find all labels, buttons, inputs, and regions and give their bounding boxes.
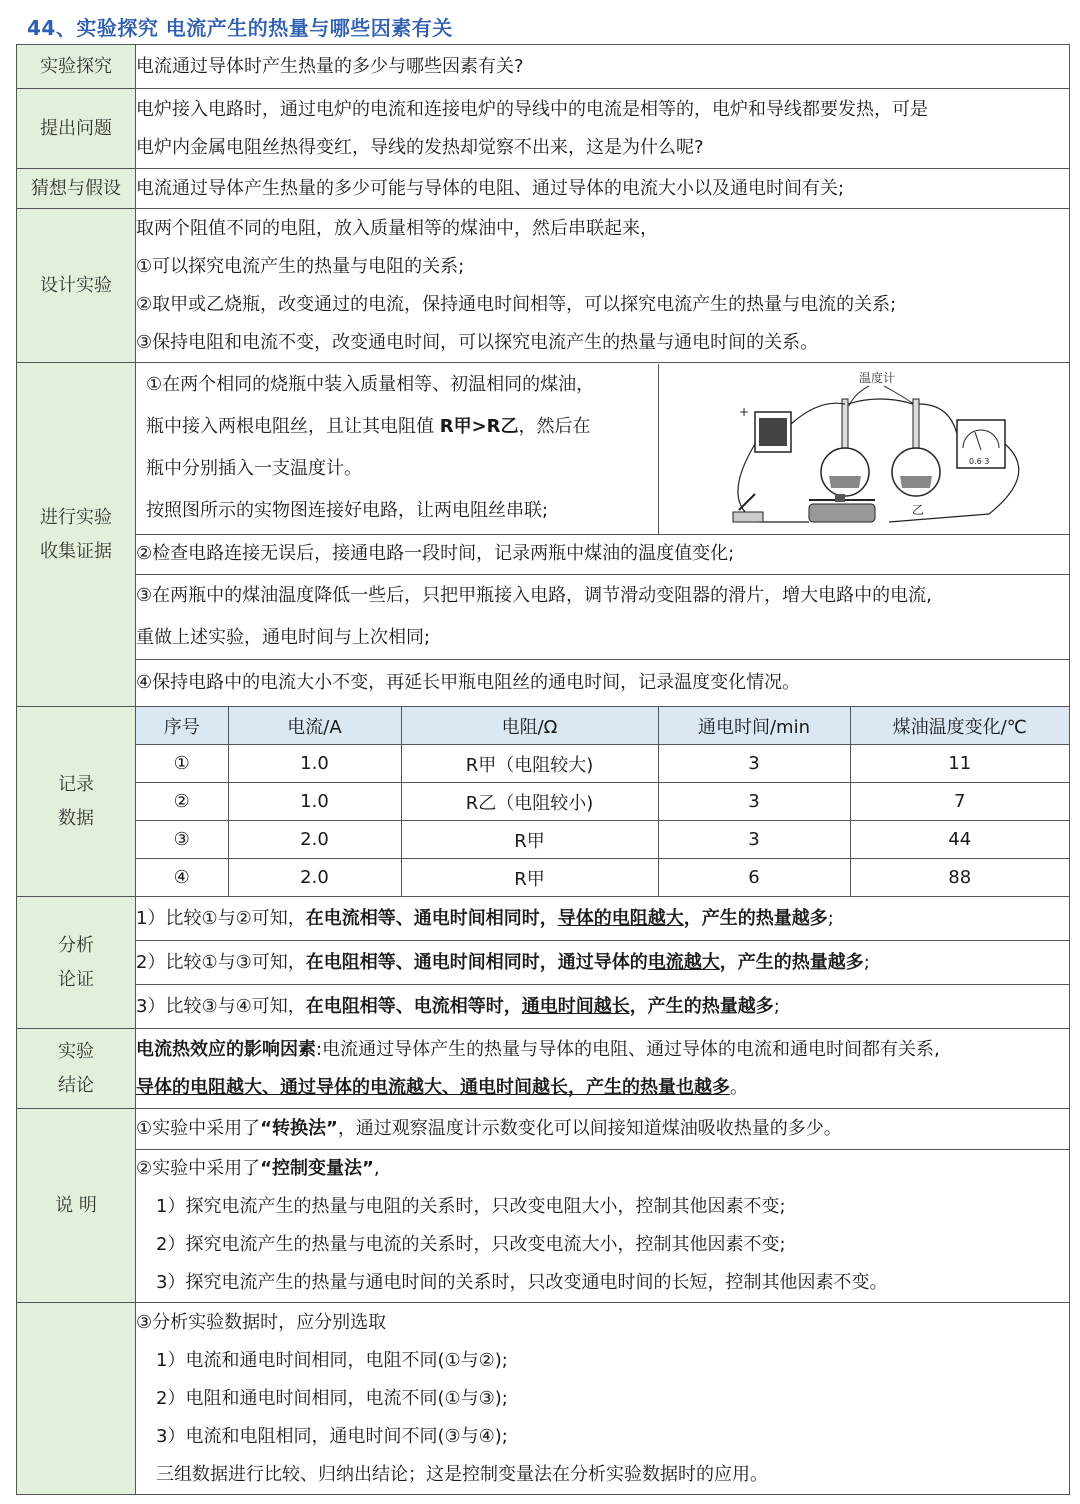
shuoming-line-5: 3）探究电流产生的热量与通电时间的关系时，只改变通电时间的长短，控制其他因素不变。	[156, 1272, 888, 1293]
cell-time: 6	[658, 859, 850, 897]
sheji-line-1: 取两个阻值不同的电阻，放入质量相等的煤油中，然后串联起来，	[136, 217, 658, 239]
table-row	[136, 859, 1069, 897]
jinxing-step1-a: ①在两个相同的烧瓶中装入质量相等、初温相同的煤油，	[146, 373, 595, 395]
cell-resistance: R甲	[401, 821, 658, 859]
cell-temp: 44	[850, 821, 1069, 859]
label-jinxing-1: 进行实验	[40, 506, 112, 528]
sheji-line-4: ③保持电阻和电流不变，改变通电时间，可以探究电流产生的热量与通电时间的关系。	[136, 331, 819, 353]
cell-current: 1.0	[228, 783, 401, 821]
fenxi-line-2: 2）比较①与③可知，在电阻相等、通电时间相同时，通过导体的电流越大，产生的热量越多;	[136, 952, 870, 973]
label-jilu-1: 记录	[58, 773, 94, 795]
jinxing-step4: ④保持电路中的电流大小不变，再延长甲瓶电阻丝的通电时间，记录温度变化情况。	[136, 671, 801, 693]
cell-time: 3	[658, 783, 850, 821]
table-row	[136, 821, 1069, 859]
shuoming-line-3: 1）探究电流产生的热量与电阻的关系时，只改变电阻大小，控制其他因素不变;	[156, 1196, 786, 1217]
jielun-line-2: 导体的电阻越大、通过导体的电流越大、通电时间越长，产生的热量也越多。	[136, 1076, 748, 1098]
wenti-line-1: 电炉接入电路时，通过电炉的电流和连接电炉的导线中的电流是相等的，电炉和导线都要发热，可是	[136, 98, 928, 120]
label-jilu	[17, 707, 136, 897]
label-fenxi-1: 分析	[58, 934, 94, 956]
cell-temp: 11	[850, 745, 1069, 783]
label-shuoming: 说 明	[17, 1109, 136, 1303]
shuoming-line-4: 2）探究电流产生的热量与电流的关系时，只改变电流大小，控制其他因素不变;	[156, 1234, 786, 1255]
label-wenti: 提出问题	[17, 89, 136, 169]
shuoming-line-1: ①实验中采用了“转换法”，通过观察温度计示数变化可以间接知道煤油吸收热量的多少。	[136, 1118, 842, 1139]
data-table-header	[136, 707, 1069, 745]
table-row	[136, 783, 1069, 821]
flask-yi-icon	[892, 399, 940, 517]
jinxing-step1-d: 按照图所示的实物图连接好电路，让两电阻丝串联;	[146, 499, 549, 521]
jinxing-step1-b: 瓶中接入两根电阻丝，且让其电阻值 R甲>R乙，然后在	[146, 415, 591, 437]
label-jinxing	[17, 363, 136, 707]
cell-seq: ④	[136, 859, 228, 897]
battery-plus-label: +	[739, 404, 750, 419]
header-time: 通电时间/min	[658, 707, 850, 745]
last-line-1: ③分析实验数据时，应分别选取	[136, 1311, 387, 1333]
label-fenxi	[17, 897, 136, 1029]
label-jielun	[17, 1029, 136, 1109]
cell-resistance: R甲	[401, 859, 658, 897]
page-title: 44、实验探究 电流产生的热量与哪些因素有关	[27, 16, 453, 40]
table-row	[136, 745, 1069, 783]
cell-seq: ①	[136, 745, 228, 783]
experiment-table	[16, 44, 1070, 1495]
cell-resistance: R乙（电阻较小)	[401, 783, 658, 821]
circuit-figure	[659, 364, 1069, 534]
circuit-diagram	[659, 364, 1059, 534]
tanjiu-text: 电流通过导体时产生热量的多少与哪些因素有关?	[136, 55, 524, 77]
label-empty	[17, 1303, 136, 1495]
cell-time: 3	[658, 745, 850, 783]
label-jielun-2: 结论	[58, 1074, 94, 1096]
cell-time: 3	[658, 821, 850, 859]
last-line-2: 1）电流和通电时间相同，电阻不同(①与②);	[156, 1349, 508, 1371]
cell-seq: ②	[136, 783, 228, 821]
header-temp: 煤油温度变化/℃	[850, 707, 1069, 745]
cell-seq: ③	[136, 821, 228, 859]
label-sheji: 设计实验	[17, 209, 136, 363]
label-jielun-1: 实验	[58, 1040, 94, 1062]
header-current: 电流/A	[228, 707, 401, 745]
last-line-3: 2）电阻和通电时间相同，电流不同(①与③);	[156, 1387, 508, 1409]
cell-temp: 88	[850, 859, 1069, 897]
jinxing-step1-c: 瓶中分别插入一支温度计。	[146, 457, 362, 479]
header-resistance: 电阻/Ω	[401, 707, 658, 745]
switch-icon	[733, 494, 763, 522]
cell-temp: 7	[850, 783, 1069, 821]
rheostat-icon	[809, 494, 875, 522]
data-table	[136, 707, 1069, 896]
cell-current: 2.0	[228, 859, 401, 897]
label-jilu-2: 数据	[58, 807, 94, 829]
thermometer-label: 温度计	[859, 370, 896, 385]
last-line-5: 三组数据进行比较、归纳出结论；这是控制变量法在分析实验数据时的应用。	[156, 1463, 768, 1485]
fenxi-line-1: 1）比较①与②可知，在电流相等、通电时间相同时，导体的电阻越大，产生的热量越多;	[136, 908, 834, 929]
jielun-line-1: 电流热效应的影响因素:电流通过导体产生的热量与导体的电阻、通过导体的电流和通电时间都有关系,	[136, 1038, 940, 1060]
battery-icon	[739, 405, 791, 452]
cell-resistance: R甲（电阻较大)	[401, 745, 658, 783]
caixiang-text: 电流通过导体产生热量的多少可能与导体的电阻、通过导体的电流大小以及通电时间有关;	[136, 177, 845, 199]
cell-current: 1.0	[228, 745, 401, 783]
ammeter-scale-label: 0.6 3	[969, 456, 990, 466]
fenxi-line-3: 3）比较③与④可知，在电阻相等、电流相等时，通电时间越长，产生的热量越多;	[136, 996, 780, 1017]
header-seq: 序号	[136, 707, 228, 745]
label-jinxing-2: 收集证据	[40, 540, 112, 562]
wenti-line-2: 电炉内金属电阻丝热得变红，导线的发热却觉察不出来，这是为什么呢?	[136, 136, 704, 158]
flask-yi-label: 乙	[912, 502, 925, 517]
cell-current: 2.0	[228, 821, 401, 859]
jinxing-step3-b: 重做上述实验，通电时间与上次相同;	[136, 626, 431, 648]
sheji-line-2: ①可以探究电流产生的热量与电阻的关系;	[136, 255, 465, 277]
label-fenxi-2: 论证	[58, 968, 94, 990]
label-caixiang: 猜想与假设	[17, 169, 136, 209]
last-line-4: 3）电流和电阻相同，通电时间不同(③与④);	[156, 1425, 508, 1447]
jinxing-step3-a: ③在两瓶中的煤油温度降低一些后，只把甲瓶接入电路，调节滑动变阻器的滑片，增大电路中的电流,	[136, 584, 932, 606]
shuoming-line-2: ②实验中采用了“控制变量法”,	[136, 1158, 380, 1179]
resistance-formula: R甲>R乙	[439, 415, 519, 437]
jinxing-step2: ②检查电路连接无误后，接通电路一段时间，记录两瓶中煤油的温度值变化;	[136, 542, 735, 564]
label-tanjiu: 实验探究	[17, 45, 136, 89]
sheji-line-3: ②取甲或乙烧瓶，改变通过的电流，保持通电时间相等，可以探究电流产生的热量与电流的关系;	[136, 293, 897, 315]
ammeter-icon	[957, 420, 1005, 468]
